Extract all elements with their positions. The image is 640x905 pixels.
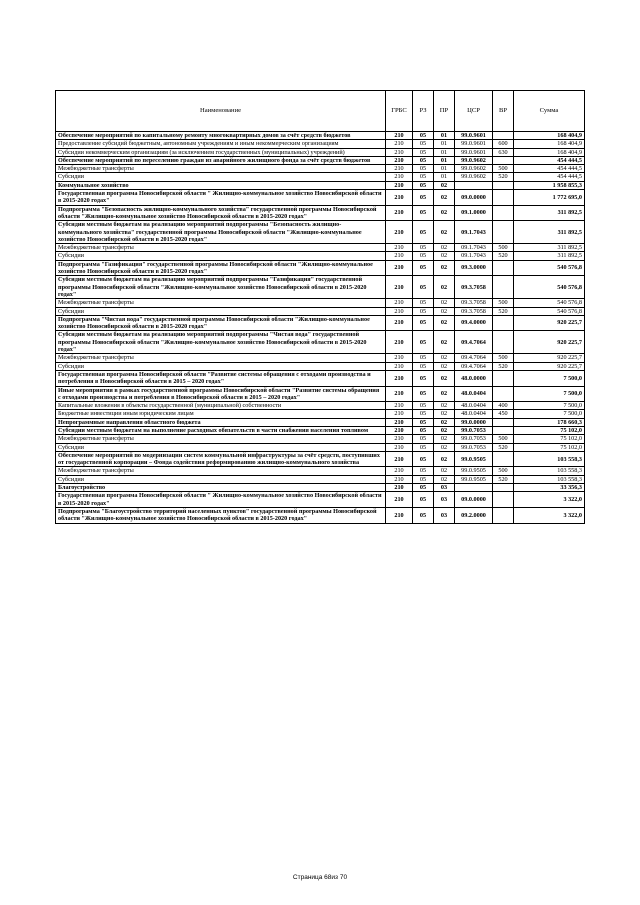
cell-csr: 99.0.9602	[455, 173, 493, 181]
cell-pr: 02	[434, 260, 455, 276]
cell-pr: 01	[434, 140, 455, 148]
cell-pr: 02	[434, 276, 455, 299]
cell-vr	[493, 181, 514, 189]
table-header-row	[56, 91, 585, 132]
cell-pr: 02	[434, 467, 455, 475]
cell-sum: 168 404,9	[514, 148, 585, 156]
header-name: Наименование	[56, 91, 386, 132]
cell-sum: 168 404,9	[514, 140, 585, 148]
cell-sum: 75 102,0	[514, 426, 585, 434]
table-row	[56, 402, 585, 410]
cell-vr: 400	[493, 402, 514, 410]
cell-name: Коммунальное хозяйство	[56, 181, 386, 189]
cell-vr: 500	[493, 354, 514, 362]
cell-rz: 05	[413, 331, 434, 354]
cell-rz: 05	[413, 492, 434, 508]
cell-name: Субсидии местным бюджетам на реализацию мероприятий подпрограммы "Газификация" государственной программы Новосибирской области "Жилищно-коммунальное хозяйство Новосибирской области в 2015-2020 годах"	[56, 276, 386, 299]
cell-rz: 05	[413, 386, 434, 402]
cell-vr	[493, 156, 514, 164]
cell-vr	[493, 221, 514, 244]
cell-rz: 05	[413, 507, 434, 523]
cell-csr: 99.0.9602	[455, 165, 493, 173]
cell-pr: 02	[434, 181, 455, 189]
cell-rz: 05	[413, 484, 434, 492]
cell-pr: 02	[434, 362, 455, 370]
cell-rz: 05	[413, 426, 434, 434]
table-row	[56, 299, 585, 307]
cell-grbs: 210	[386, 492, 413, 508]
table-row	[56, 307, 585, 315]
table-row	[56, 354, 585, 362]
cell-rz: 05	[413, 299, 434, 307]
table-row	[56, 484, 585, 492]
page-number: Страница 68из 70	[292, 874, 348, 881]
cell-pr: 02	[434, 299, 455, 307]
cell-csr: 48.0.0404	[455, 402, 493, 410]
cell-csr: 09.4.7064	[455, 362, 493, 370]
cell-pr: 02	[434, 410, 455, 418]
cell-name: Межбюджетные трансферты	[56, 299, 386, 307]
cell-rz: 05	[413, 181, 434, 189]
cell-pr: 02	[434, 354, 455, 362]
cell-rz: 05	[413, 276, 434, 299]
cell-csr: 09.0.0000	[455, 190, 493, 206]
cell-name: Субсидии	[56, 307, 386, 315]
cell-vr: 520	[493, 173, 514, 181]
cell-name: Межбюджетные трансферты	[56, 354, 386, 362]
cell-grbs: 210	[386, 307, 413, 315]
cell-name: Предоставление субсидий бюджетным, автономным учреждениям и иным некоммерческим организациям	[56, 140, 386, 148]
cell-sum: 103 558,3	[514, 467, 585, 475]
cell-vr	[493, 386, 514, 402]
header-pr: ПР	[434, 91, 455, 132]
cell-name: Субсидии	[56, 475, 386, 483]
cell-rz: 05	[413, 443, 434, 451]
cell-grbs: 210	[386, 190, 413, 206]
cell-vr	[493, 484, 514, 492]
cell-vr: 500	[493, 467, 514, 475]
cell-grbs: 210	[386, 244, 413, 252]
table-row	[56, 244, 585, 252]
cell-grbs: 210	[386, 148, 413, 156]
cell-rz: 05	[413, 451, 434, 467]
cell-csr: 09.1.7043	[455, 244, 493, 252]
cell-grbs: 210	[386, 276, 413, 299]
cell-csr: 99.0.0000	[455, 418, 493, 426]
cell-pr: 03	[434, 492, 455, 508]
cell-name: Обеспечение мероприятий по капитальному ремонту многоквартирных домов за счёт средств бюджетов	[56, 132, 386, 140]
header-sum: Сумма	[514, 91, 585, 132]
cell-csr: 99.0.7053	[455, 435, 493, 443]
cell-csr: 09.1.7043	[455, 221, 493, 244]
cell-rz: 05	[413, 402, 434, 410]
cell-rz: 05	[413, 354, 434, 362]
cell-rz: 05	[413, 148, 434, 156]
cell-vr: 630	[493, 148, 514, 156]
table-row	[56, 467, 585, 475]
header-grbs: ГРБС	[386, 91, 413, 132]
cell-name: Подпрограмма "Газификация" государственной программы Новосибирской области "Жилищно-коммунальное хозяйство Новосибирской области в 2015-2020 годах"	[56, 260, 386, 276]
cell-name: Государственная программа Новосибирской области " Жилищно-коммунальное хозяйство Новосибирской области в 2015-2020 годах"	[56, 190, 386, 206]
cell-csr: 09.3.0000	[455, 260, 493, 276]
table-row	[56, 140, 585, 148]
table-row	[56, 451, 585, 467]
header-rz: РЗ	[413, 91, 434, 132]
cell-grbs: 210	[386, 205, 413, 221]
cell-grbs: 210	[386, 181, 413, 189]
cell-grbs: 210	[386, 467, 413, 475]
cell-name: Межбюджетные трансферты	[56, 165, 386, 173]
cell-csr	[455, 181, 493, 189]
cell-csr: 99.0.9601	[455, 140, 493, 148]
cell-name: Межбюджетные трансферты	[56, 467, 386, 475]
cell-sum: 75 102,0	[514, 443, 585, 451]
cell-vr: 520	[493, 307, 514, 315]
cell-name: Государственная программа Новосибирской области "Развитие системы обращения с отходами производства и потребления в Новосибирской области в 2015 – 2020 годах"	[56, 370, 386, 386]
cell-name: Бюджетные инвестиции иным юридическим лицам	[56, 410, 386, 418]
cell-vr	[493, 426, 514, 434]
cell-grbs: 210	[386, 132, 413, 140]
cell-name: Непрограммные направления областного бюджета	[56, 418, 386, 426]
cell-csr: 99.0.9505	[455, 451, 493, 467]
cell-sum: 1 958 855,3	[514, 181, 585, 189]
cell-name: Благоустройство	[56, 484, 386, 492]
cell-vr	[493, 190, 514, 206]
cell-name: Подпрограмма "Благоустройство территорий населенных пунктов" государственной программы Новосибирской области "Жилищно-коммунальное хозяйство Новосибирской области в 2015-2020 годах"	[56, 507, 386, 523]
cell-sum: 311 892,5	[514, 252, 585, 260]
cell-rz: 05	[413, 173, 434, 181]
cell-sum: 540 576,8	[514, 307, 585, 315]
cell-pr: 02	[434, 315, 455, 331]
cell-grbs: 210	[386, 426, 413, 434]
cell-grbs: 210	[386, 362, 413, 370]
cell-rz: 05	[413, 165, 434, 173]
table-row	[56, 181, 585, 189]
cell-vr	[493, 205, 514, 221]
cell-sum: 454 444,5	[514, 156, 585, 164]
cell-vr	[493, 507, 514, 523]
cell-sum: 3 322,0	[514, 507, 585, 523]
cell-grbs: 210	[386, 140, 413, 148]
cell-rz: 05	[413, 315, 434, 331]
cell-vr	[493, 418, 514, 426]
cell-sum: 920 225,7	[514, 315, 585, 331]
cell-csr: 09.1.0000	[455, 205, 493, 221]
cell-pr: 02	[434, 451, 455, 467]
cell-name: Государственная программа Новосибирской области " Жилищно-коммунальное хозяйство Новосибирской области в 2015-2020 годах"	[56, 492, 386, 508]
cell-grbs: 210	[386, 299, 413, 307]
cell-pr: 02	[434, 435, 455, 443]
cell-grbs: 210	[386, 165, 413, 173]
cell-pr: 02	[434, 331, 455, 354]
cell-name: Подпрограмма "Безопасность жилищно-коммунального хозяйства" государственной программы Новосибирской области "Жилищно-коммунальное хозяйство Новосибирской области в 2015-2020 годах"	[56, 205, 386, 221]
cell-csr: 09.3.7058	[455, 276, 493, 299]
cell-sum: 75 102,0	[514, 435, 585, 443]
cell-sum: 540 576,8	[514, 299, 585, 307]
cell-pr: 02	[434, 443, 455, 451]
cell-sum: 7 500,0	[514, 402, 585, 410]
cell-vr	[493, 260, 514, 276]
table-row	[56, 386, 585, 402]
cell-pr: 02	[434, 205, 455, 221]
cell-sum: 540 576,8	[514, 276, 585, 299]
cell-sum: 540 576,8	[514, 260, 585, 276]
cell-name: Подпрограмма "Чистая вода" государственной программы Новосибирской области "Жилищно-коммунальное хозяйство Новосибирской области в 2015-2020 годах"	[56, 315, 386, 331]
cell-grbs: 210	[386, 252, 413, 260]
cell-rz: 05	[413, 190, 434, 206]
cell-csr: 99.0.7053	[455, 443, 493, 451]
cell-pr: 02	[434, 386, 455, 402]
cell-csr: 09.2.0000	[455, 507, 493, 523]
cell-pr: 02	[434, 252, 455, 260]
cell-grbs: 210	[386, 386, 413, 402]
cell-csr: 09.4.0000	[455, 315, 493, 331]
cell-sum: 7 500,0	[514, 370, 585, 386]
cell-vr	[493, 276, 514, 299]
cell-pr: 02	[434, 475, 455, 483]
cell-rz: 05	[413, 205, 434, 221]
table-row	[56, 410, 585, 418]
cell-rz: 05	[413, 244, 434, 252]
cell-sum: 3 322,0	[514, 492, 585, 508]
cell-vr: 500	[493, 299, 514, 307]
cell-vr: 450	[493, 410, 514, 418]
cell-pr: 01	[434, 156, 455, 164]
cell-pr: 01	[434, 132, 455, 140]
cell-name: Иные мероприятия в рамках государственной программы Новосибирской области "Развитие системы обращения с отходами производства и потребления в Новосибирской области в 2015 – 2020 годах"	[56, 386, 386, 402]
cell-pr: 02	[434, 190, 455, 206]
table-row	[56, 418, 585, 426]
budget-table	[55, 90, 585, 524]
cell-name: Межбюджетные трансферты	[56, 244, 386, 252]
cell-sum: 311 892,5	[514, 244, 585, 252]
cell-pr: 02	[434, 221, 455, 244]
cell-rz: 05	[413, 435, 434, 443]
cell-grbs: 210	[386, 410, 413, 418]
table-row	[56, 362, 585, 370]
cell-sum: 7 500,0	[514, 386, 585, 402]
cell-csr: 99.0.9601	[455, 132, 493, 140]
table-row	[56, 173, 585, 181]
cell-grbs: 210	[386, 156, 413, 164]
table-row	[56, 443, 585, 451]
table-row	[56, 370, 585, 386]
cell-pr: 01	[434, 165, 455, 173]
cell-vr	[493, 331, 514, 354]
cell-rz: 05	[413, 410, 434, 418]
cell-vr	[493, 492, 514, 508]
cell-rz: 05	[413, 362, 434, 370]
cell-vr: 600	[493, 140, 514, 148]
header-csr: ЦСР	[455, 91, 493, 132]
table-row	[56, 156, 585, 164]
cell-rz: 05	[413, 132, 434, 140]
cell-pr: 01	[434, 148, 455, 156]
cell-name: Обеспечение мероприятий по модернизации систем коммунальной инфраструктуры за счёт средств, поступивших от государственной корпорации – Фонда содействия реформированию жилищно-коммунального хозяйства	[56, 451, 386, 467]
table-row	[56, 165, 585, 173]
cell-sum: 103 558,3	[514, 451, 585, 467]
cell-grbs: 210	[386, 173, 413, 181]
cell-grbs: 210	[386, 443, 413, 451]
cell-sum: 920 225,7	[514, 362, 585, 370]
cell-rz: 05	[413, 221, 434, 244]
table-row	[56, 190, 585, 206]
cell-csr: 09.4.7064	[455, 331, 493, 354]
cell-name: Межбюджетные трансферты	[56, 435, 386, 443]
cell-pr: 02	[434, 370, 455, 386]
table-row	[56, 252, 585, 260]
cell-csr: 09.4.7064	[455, 354, 493, 362]
cell-vr	[493, 370, 514, 386]
cell-sum: 311 892,5	[514, 205, 585, 221]
cell-vr: 500	[493, 244, 514, 252]
cell-name: Субсидии местным бюджетам на реализацию мероприятий подпрограммы "Безопасность жилищно-коммунального хозяйства" государственной программы Новосибирской области "Жилищно-коммунальное хозяйство Новосибирской области в 2015-2020 годах"	[56, 221, 386, 244]
cell-sum: 454 444,5	[514, 173, 585, 181]
cell-pr: 02	[434, 307, 455, 315]
cell-sum: 1 772 695,0	[514, 190, 585, 206]
cell-csr: 99.0.9505	[455, 467, 493, 475]
table-row	[56, 331, 585, 354]
cell-rz: 05	[413, 467, 434, 475]
cell-sum: 920 225,7	[514, 354, 585, 362]
table-row	[56, 492, 585, 508]
table-row	[56, 132, 585, 140]
cell-name: Обеспечение мероприятий по переселению граждан из аварийного жилищного фонда за счёт средств бюджетов	[56, 156, 386, 164]
cell-vr: 520	[493, 443, 514, 451]
cell-sum: 168 404,9	[514, 132, 585, 140]
cell-grbs: 210	[386, 370, 413, 386]
cell-rz: 05	[413, 252, 434, 260]
cell-name: Капитальные вложения в объекты государственной (муниципальной) собственности	[56, 402, 386, 410]
cell-grbs: 210	[386, 315, 413, 331]
cell-grbs: 210	[386, 402, 413, 410]
cell-grbs: 210	[386, 507, 413, 523]
cell-vr: 500	[493, 165, 514, 173]
cell-grbs: 210	[386, 221, 413, 244]
cell-sum: 920 225,7	[514, 331, 585, 354]
cell-pr: 02	[434, 244, 455, 252]
cell-csr: 09.3.7058	[455, 299, 493, 307]
cell-pr: 02	[434, 426, 455, 434]
cell-vr	[493, 132, 514, 140]
cell-name: Субсидии местным бюджетам на реализацию мероприятий подпрограммы "Чистая вода" государственной программы Новосибирской области "Жилищно-коммунальное хозяйство Новосибирской области в 2015-2020 годах"	[56, 331, 386, 354]
table-row	[56, 221, 585, 244]
cell-csr: 09.3.7058	[455, 307, 493, 315]
cell-rz: 05	[413, 156, 434, 164]
cell-pr: 03	[434, 507, 455, 523]
cell-sum: 103 558,3	[514, 475, 585, 483]
cell-rz: 05	[413, 370, 434, 386]
cell-csr: 09.1.7043	[455, 252, 493, 260]
header-vr: ВР	[493, 91, 514, 132]
cell-name: Субсидии некоммерческим организациям (за исключением государственных (муниципальных) учреждений)	[56, 148, 386, 156]
cell-grbs: 210	[386, 475, 413, 483]
cell-rz: 05	[413, 475, 434, 483]
cell-pr: 03	[434, 484, 455, 492]
cell-csr: 99.0.9505	[455, 475, 493, 483]
table-row	[56, 276, 585, 299]
cell-vr	[493, 315, 514, 331]
cell-pr: 02	[434, 418, 455, 426]
cell-vr: 500	[493, 435, 514, 443]
cell-vr: 520	[493, 252, 514, 260]
cell-csr	[455, 484, 493, 492]
cell-grbs: 210	[386, 435, 413, 443]
cell-csr: 99.0.9601	[455, 148, 493, 156]
cell-name: Субсидии	[56, 173, 386, 181]
table-row	[56, 148, 585, 156]
cell-pr: 01	[434, 173, 455, 181]
table-row	[56, 507, 585, 523]
cell-rz: 05	[413, 418, 434, 426]
cell-grbs: 210	[386, 354, 413, 362]
cell-csr: 09.0.0000	[455, 492, 493, 508]
cell-csr: 99.0.7053	[455, 426, 493, 434]
cell-name: Субсидии	[56, 252, 386, 260]
cell-grbs: 210	[386, 418, 413, 426]
cell-name: Субсидии местным бюджетам на выполнение расходных обязательств в части снабжения населения топливом	[56, 426, 386, 434]
cell-grbs: 210	[386, 484, 413, 492]
cell-name: Субсидии	[56, 443, 386, 451]
table-row	[56, 205, 585, 221]
cell-sum: 178 660,3	[514, 418, 585, 426]
table-row	[56, 435, 585, 443]
table-row	[56, 426, 585, 434]
table-row	[56, 315, 585, 331]
cell-rz: 05	[413, 140, 434, 148]
cell-csr: 48.0.0404	[455, 386, 493, 402]
cell-grbs: 210	[386, 331, 413, 354]
table-row	[56, 475, 585, 483]
cell-rz: 05	[413, 307, 434, 315]
cell-sum: 33 356,3	[514, 484, 585, 492]
cell-sum: 454 444,5	[514, 165, 585, 173]
cell-csr: 48.0.0000	[455, 370, 493, 386]
cell-csr: 48.0.0404	[455, 410, 493, 418]
cell-name: Субсидии	[56, 362, 386, 370]
cell-grbs: 210	[386, 451, 413, 467]
cell-sum: 7 500,0	[514, 410, 585, 418]
cell-rz: 05	[413, 260, 434, 276]
cell-csr: 99.0.9602	[455, 156, 493, 164]
cell-sum: 311 892,5	[514, 221, 585, 244]
cell-vr	[493, 451, 514, 467]
cell-vr: 520	[493, 362, 514, 370]
cell-pr: 02	[434, 402, 455, 410]
cell-vr: 520	[493, 475, 514, 483]
cell-grbs: 210	[386, 260, 413, 276]
table-row	[56, 260, 585, 276]
table-body	[56, 132, 585, 524]
